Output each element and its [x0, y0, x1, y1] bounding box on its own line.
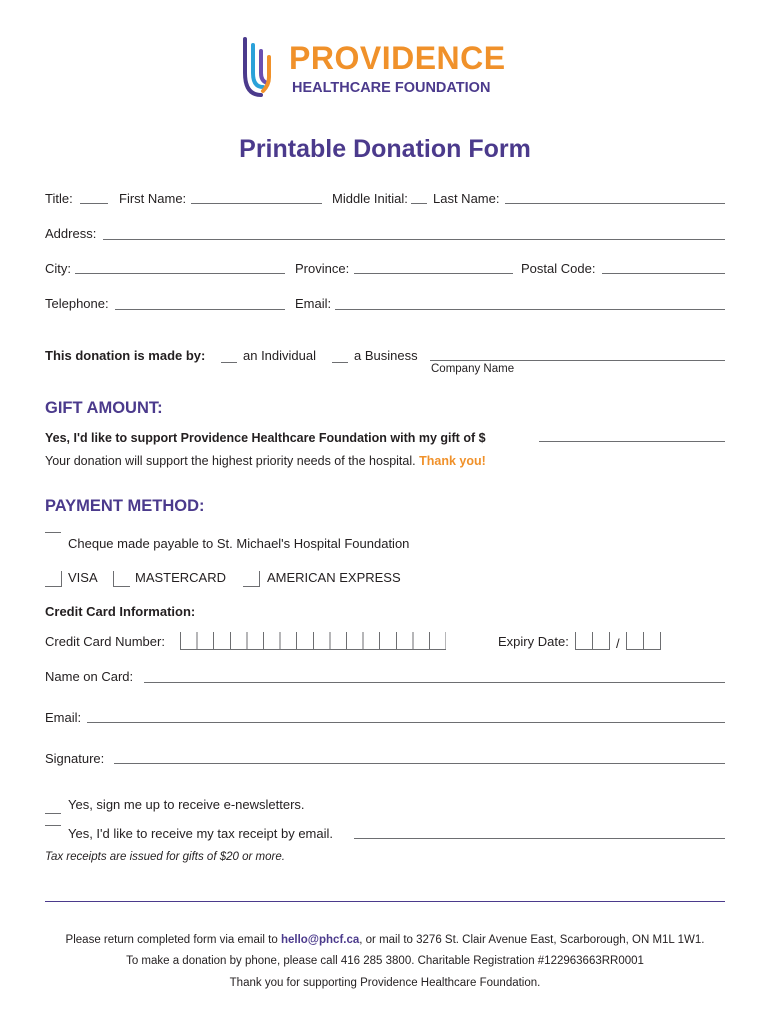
payment-method-heading: PAYMENT METHOD:: [45, 497, 205, 515]
mastercard-label: MASTERCARD: [135, 570, 227, 585]
telephone-label: Telephone:: [45, 296, 109, 311]
support-text: Your donation will support the highest priority needs of the hospital.: [45, 454, 416, 468]
individual-label: an Individual: [243, 348, 316, 363]
gift-statement: Yes, I'd like to support Providence Healthcare Foundation with my gift of $: [45, 431, 486, 445]
postal-code-label: Postal Code:: [521, 261, 596, 276]
business-label: a Business: [354, 348, 418, 363]
name-on-card-field[interactable]: [144, 682, 725, 683]
tax-receipt-label: Yes, I'd like to receive my tax receipt by email.: [68, 826, 334, 841]
first-name-label: First Name:: [119, 191, 187, 206]
logo-title: PROVIDENCE: [289, 40, 506, 76]
expiry-label: Expiry Date:: [498, 634, 569, 649]
tax-note: Tax receipts are issued for gifts of $20 or more.: [45, 851, 285, 863]
address-label: Address:: [45, 226, 97, 241]
middle-initial-field[interactable]: [411, 203, 427, 204]
footer-text-b: , or mail to 3276 St. Clair Avenue East, Scarborough, ON M1L 1W1.: [359, 934, 705, 946]
mastercard-checkbox[interactable]: [113, 571, 130, 587]
visa-checkbox[interactable]: [45, 571, 62, 587]
logo-subtitle: HEALTHCARE FOUNDATION: [292, 80, 491, 96]
page-title: Printable Donation Form: [239, 135, 531, 163]
title-label: Title:: [45, 191, 73, 206]
footer-line-1: [0, 934, 770, 946]
signature-label: Signature:: [45, 751, 105, 766]
footer-line-2: To make a donation by phone, please call 416 285 3800. Charitable Registration #122963663RR0001: [126, 955, 644, 967]
individual-checkbox[interactable]: [221, 362, 237, 363]
email-field[interactable]: [335, 309, 725, 310]
last-name-field[interactable]: [505, 203, 725, 204]
payment-email-label: Email:: [45, 710, 82, 725]
cheque-label: Cheque made payable to St. Michael's Hospital Foundation: [68, 536, 410, 551]
telephone-field[interactable]: [115, 309, 285, 310]
footer-divider: [45, 901, 725, 902]
city-field[interactable]: [75, 273, 285, 274]
province-field[interactable]: [354, 273, 513, 274]
city-label: City:: [45, 261, 71, 276]
gift-amount-heading: GIFT AMOUNT:: [45, 399, 163, 417]
name-on-card-label: Name on Card:: [45, 669, 134, 684]
email-label: Email:: [295, 296, 332, 311]
payment-email-field[interactable]: [87, 722, 725, 723]
providence-logo-icon: [239, 33, 279, 99]
thank-you-text: Thank you!: [419, 454, 486, 468]
company-name-caption: Company Name: [431, 363, 515, 375]
amex-label: AMERICAN EXPRESS: [267, 570, 401, 585]
cheque-checkbox[interactable]: [45, 532, 61, 533]
address-field[interactable]: [103, 239, 725, 240]
cc-number-label: Credit Card Number:: [45, 634, 165, 649]
visa-label: VISA: [68, 570, 98, 585]
first-name-field[interactable]: [191, 203, 322, 204]
gift-amount-field[interactable]: [539, 441, 725, 442]
business-checkbox[interactable]: [332, 362, 348, 363]
title-field[interactable]: [80, 203, 108, 204]
footer-text-a: Please return completed form via email to: [65, 934, 281, 946]
province-label: Province:: [295, 261, 350, 276]
postal-code-field[interactable]: [602, 273, 725, 274]
expiry-year-boxes[interactable]: [626, 632, 661, 650]
donation-by-label: This donation is made by:: [45, 348, 206, 363]
newsletter-checkbox[interactable]: [45, 813, 61, 814]
last-name-label: Last Name:: [433, 191, 500, 206]
newsletter-label: Yes, sign me up to receive e-newsletters.: [68, 797, 305, 812]
company-name-field[interactable]: [430, 360, 725, 361]
footer-line-3: Thank you for supporting Providence Healthcare Foundation.: [229, 977, 541, 989]
middle-initial-label: Middle Initial:: [332, 191, 408, 206]
cc-number-boxes[interactable]: [180, 632, 446, 650]
expiry-separator: /: [616, 636, 620, 651]
tax-receipt-checkbox[interactable]: [45, 825, 61, 841]
cc-info-heading: Credit Card Information:: [45, 604, 196, 619]
signature-field[interactable]: [114, 763, 725, 764]
footer-email-link[interactable]: hello@phcf.ca: [280, 934, 360, 946]
amex-checkbox[interactable]: [243, 571, 260, 587]
tax-receipt-email-field[interactable]: [354, 838, 725, 839]
expiry-month-boxes[interactable]: [575, 632, 610, 650]
gift-support-text: [45, 454, 486, 468]
